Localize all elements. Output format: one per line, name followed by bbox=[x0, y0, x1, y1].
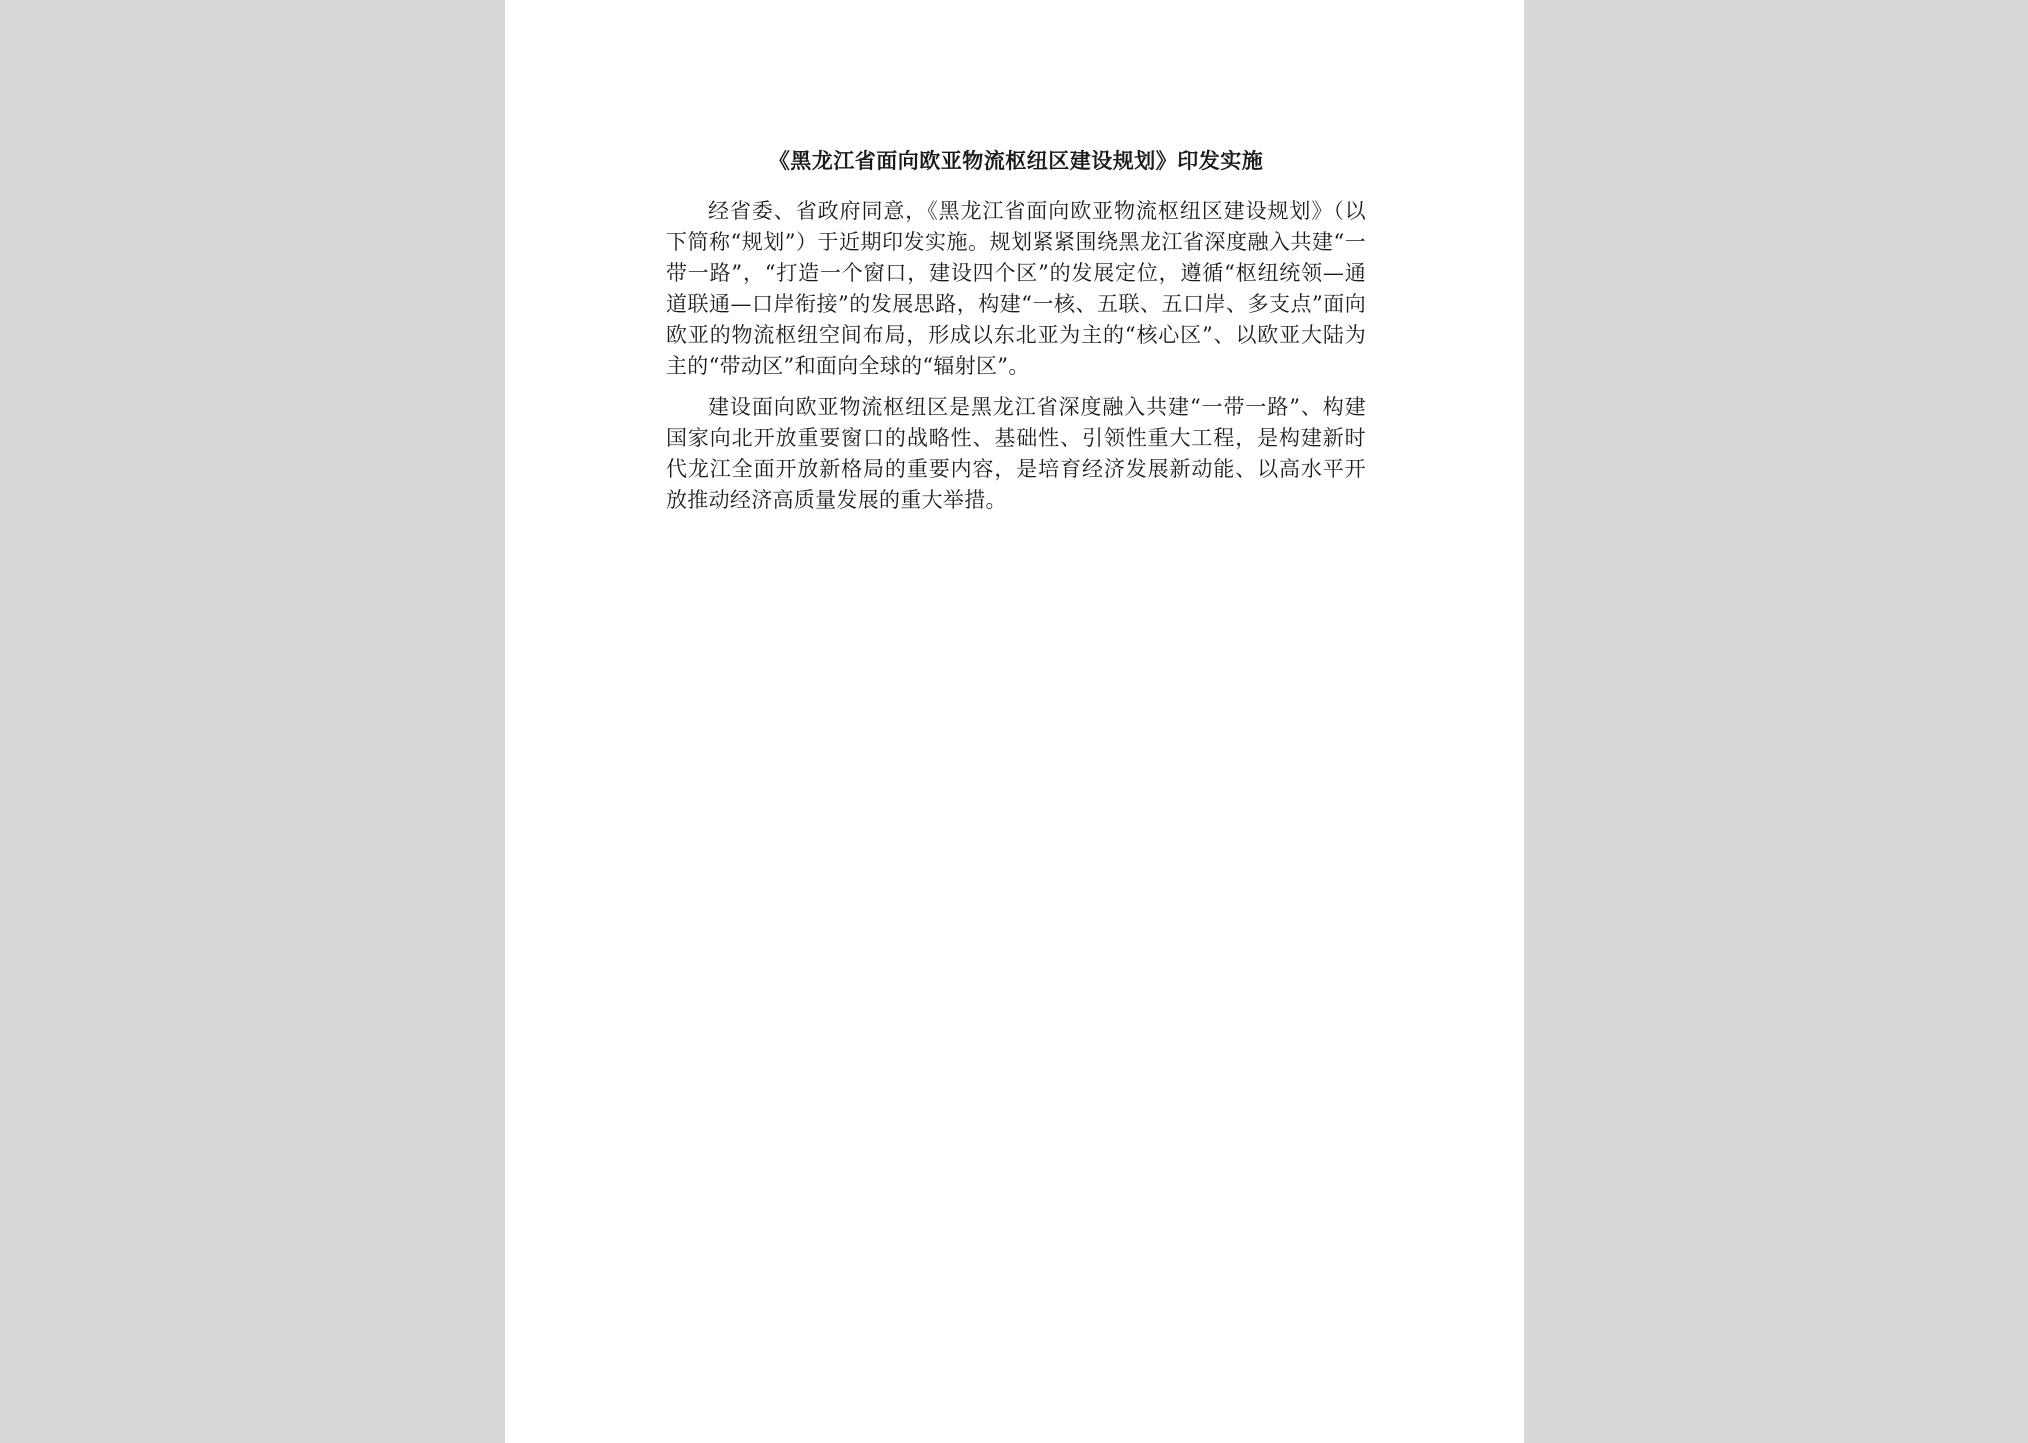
paragraph-1: 经省委、省政府同意，《黑龙江省面向欧亚物流枢纽区建设规划》（以下简称“规划”）于近期印发实施。规划紧紧围绕黑龙江省深度融入共建“一带一路”，“打造一个窗口，建设四个区”的发展定位，遵循“枢纽统领—通道联通—口岸衔接”的发展思路，构建“一核、五联、五口岸、多支点”面向欧亚的物流枢纽空间布局，形成以东北亚为主的“核心区”、以欧亚大陆为主的“带动区”和面向全球的“辐射区”。 bbox=[666, 199, 1366, 378]
document-title: 《黑龙江省面向欧亚物流枢纽区建设规划》印发实施 bbox=[768, 148, 1264, 173]
page-content bbox=[666, 146, 1366, 526]
document-page bbox=[505, 0, 1524, 1443]
paragraph-2: 建设面向欧亚物流枢纽区是黑龙江省深度融入共建“一带一路”、构建国家向北开放重要窗口的战略性、基础性、引领性重大工程，是构建新时代龙江全面开放新格局的重要内容，是培育经济发展新动能、以高水平开放推动经济高质量发展的重大举措。 bbox=[666, 395, 1366, 512]
